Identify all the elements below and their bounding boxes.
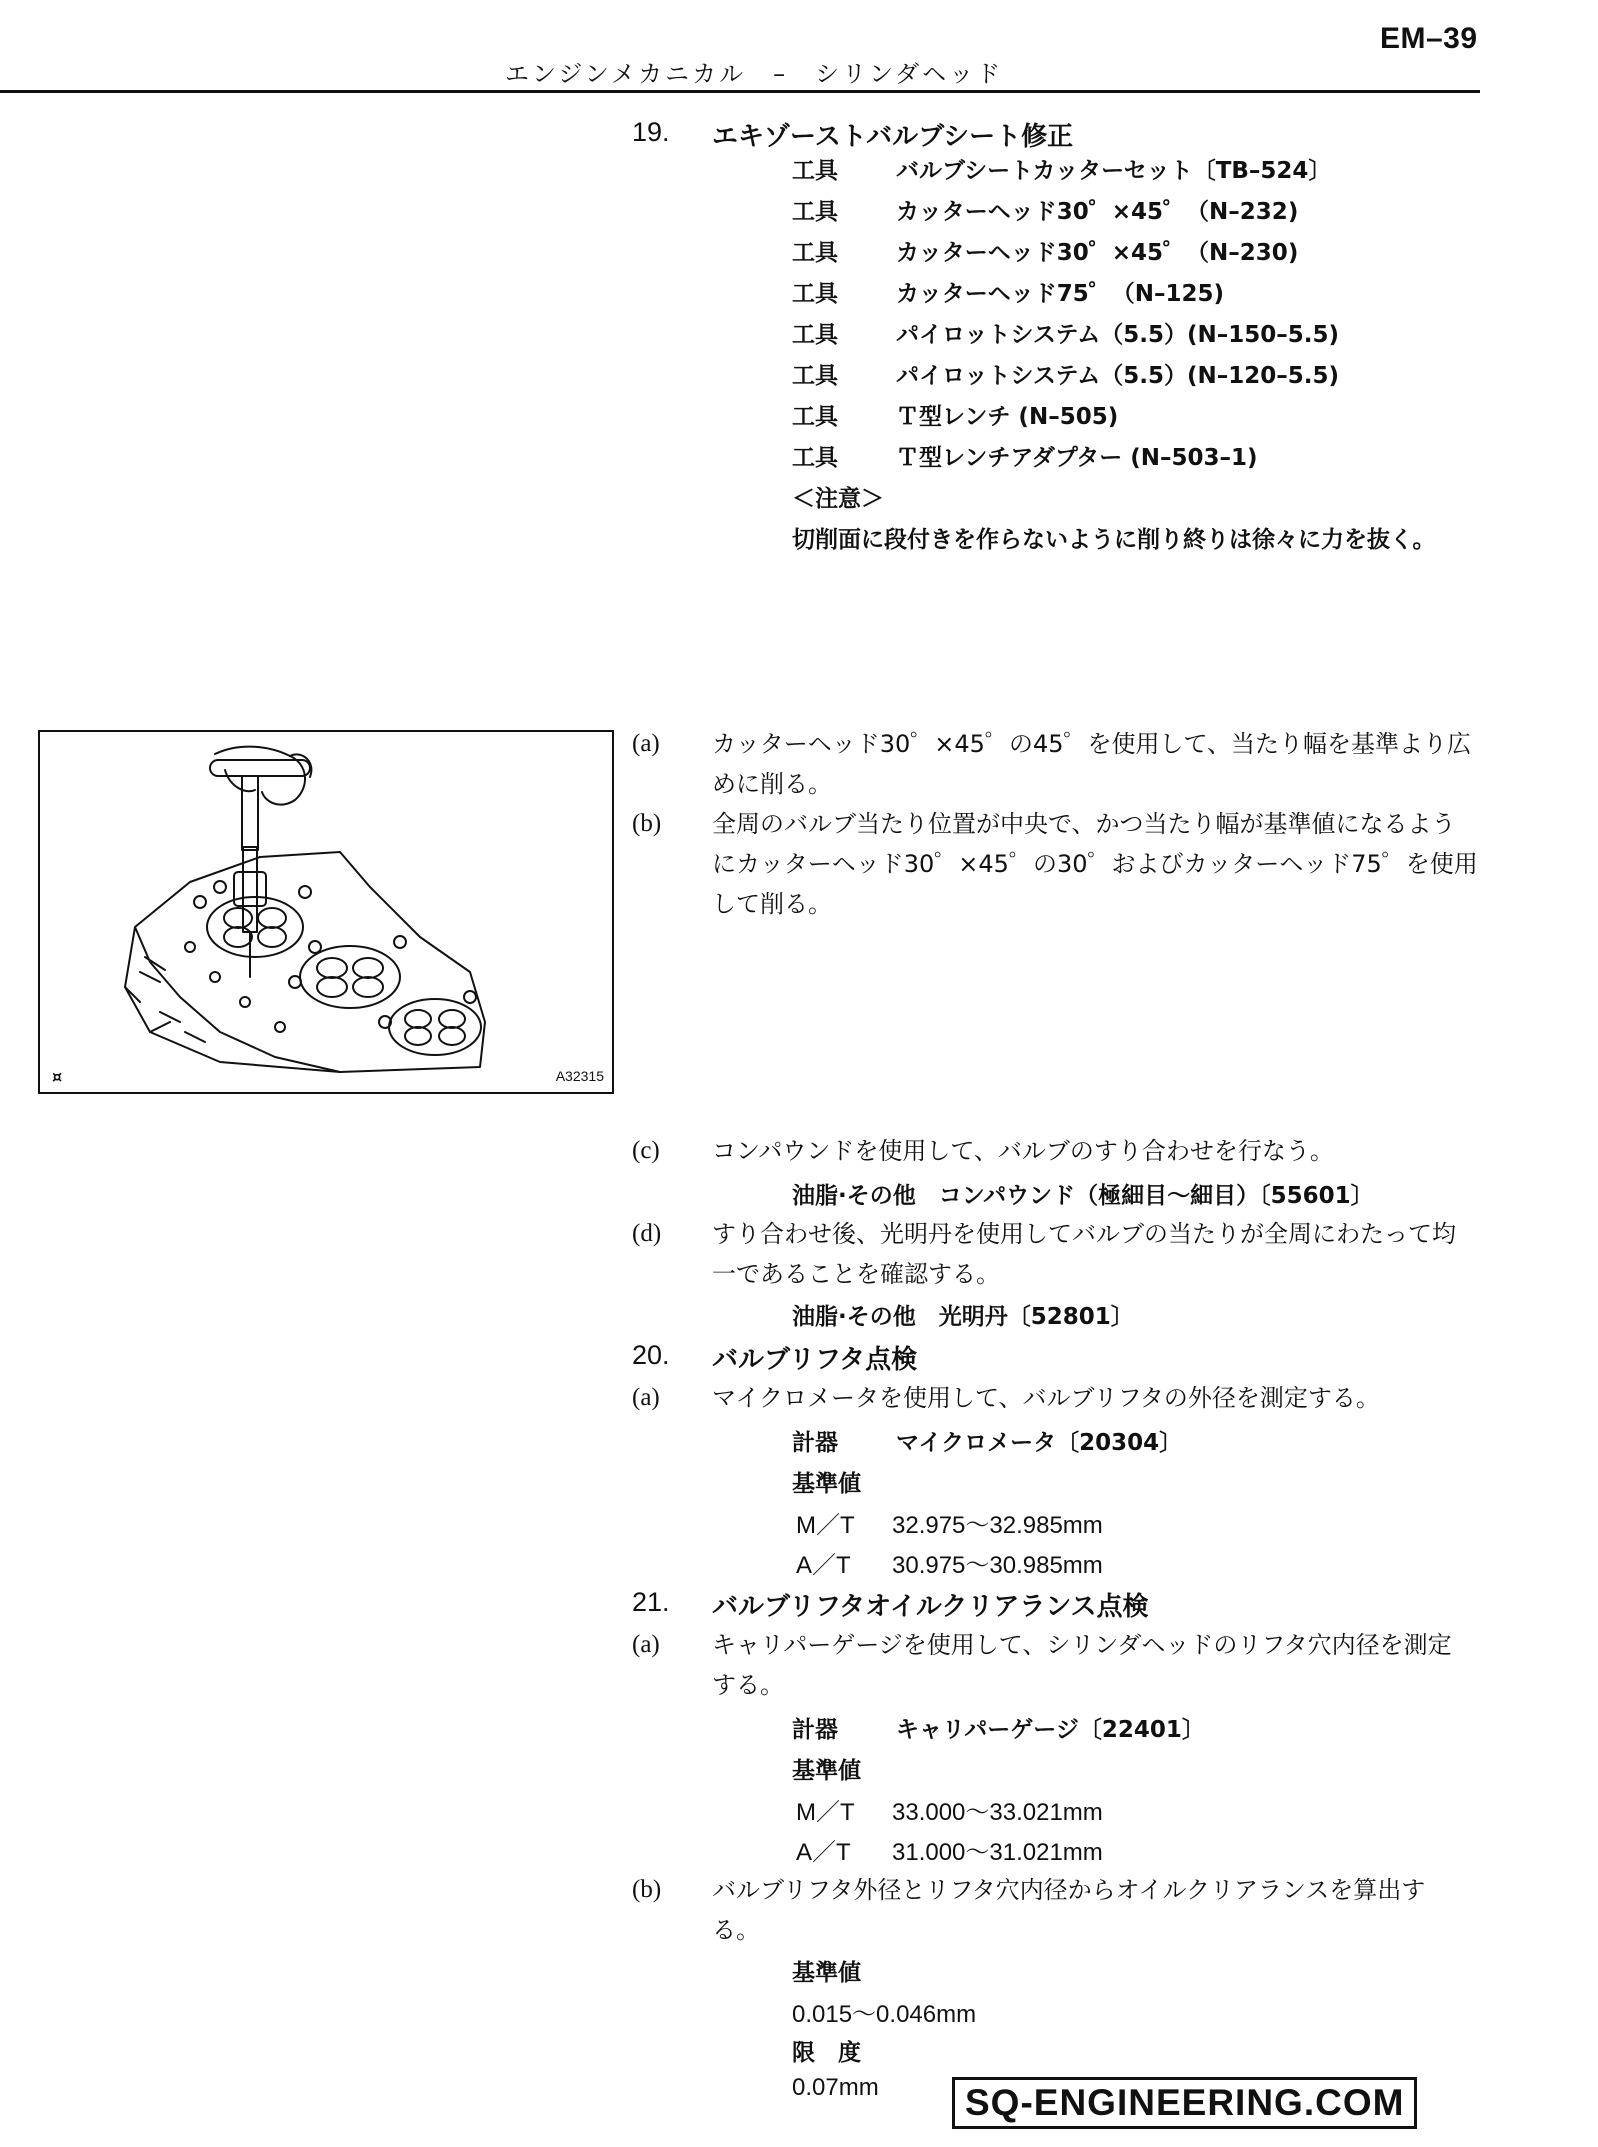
sec20-mt-spec: M／T 32.975〜32.985mm — [796, 1512, 1103, 1539]
step-a-text: カッターヘッド30゜×45゜の45゜を使用して、当たり幅を基準より広 めに削る。 — [712, 730, 1472, 798]
tool-list — [792, 152, 1436, 562]
section-21-title: バルブリフタオイルクリアランス点検 — [712, 1592, 1149, 1622]
step-c-label: (c) — [632, 1137, 660, 1164]
sec20-standard-label: 基準値 — [792, 1471, 861, 1497]
sec21-limit-value: 0.07mm — [792, 2074, 879, 2101]
sec21-standard-label: 基準値 — [792, 1758, 861, 1784]
sec21-standard2-label: 基準値 — [792, 1960, 861, 1986]
step-a-label: (a) — [632, 730, 660, 757]
section-19-title: エキゾーストバルブシート修正 — [712, 122, 1074, 152]
tool-row: 工具 カッターヘッド30゜×45゜（N–232) — [792, 199, 1299, 225]
tool-row: 工具 Ｔ型レンチアダプター (N–503–1) — [792, 445, 1258, 471]
sec21-mt-spec: M／T 33.000〜33.021mm — [796, 1799, 1103, 1826]
step-d-label: (d) — [632, 1220, 662, 1247]
sec21-at-spec: A／T 31.000〜31.021mm — [796, 1839, 1103, 1866]
sec21-step-b-text: バルブリフタ外径とリフタ穴内径からオイルクリアランスを算出す る。 — [712, 1876, 1426, 1944]
sec21-step-b-label: (b) — [632, 1876, 662, 1903]
site-watermark: SQ-ENGINEERING.COM — [952, 2077, 1417, 2129]
tool-row: 工具 パイロットシステム（5.5）(N–120–5.5) — [792, 363, 1340, 389]
cylinder-head-illustration — [38, 730, 614, 1094]
step-b-label: (b) — [632, 810, 662, 837]
sec21-instrument: 計器 キャリパーゲージ〔22401〕 — [792, 1717, 1205, 1743]
section-21-number: 21. — [632, 1587, 670, 1617]
step-c-text: コンパウンドを使用して、バルブのすり合わせを行なう。 — [712, 1137, 1334, 1165]
sec20-instrument: 計器 マイクロメータ〔20304〕 — [792, 1430, 1183, 1456]
step-d-oil: 油脂·その他 光明丹〔52801〕 — [792, 1304, 1134, 1330]
figure-code: A32315 — [555, 1068, 604, 1084]
section-19-number: 19. — [632, 117, 670, 147]
header-rule — [0, 90, 1480, 93]
tool-row: 工具 バルブシートカッターセット〔TB–524〕 — [792, 158, 1332, 184]
publisher-mark: ¤ — [52, 1067, 63, 1086]
sec20-step-a-text: マイクロメータを使用して、バルブリフタの外径を測定する。 — [712, 1384, 1380, 1412]
sec21-step-a-label: (a) — [632, 1631, 660, 1658]
page-header-title: エンジンメカニカル – シリンダヘッド — [505, 60, 1004, 88]
tool-row: 工具 Ｔ型レンチ (N–505) — [792, 404, 1119, 430]
caution-label: ＜注意＞ — [792, 486, 884, 512]
valve-seat-cutter-drawing — [40, 732, 611, 1091]
sec20-step-a-label: (a) — [632, 1384, 660, 1411]
section-20-title: バルブリフタ点検 — [712, 1345, 918, 1375]
sec21-step-a-text: キャリパーゲージを使用して、シリンダヘッドのリフタ穴内径を測定 する。 — [712, 1631, 1452, 1699]
section-20-number: 20. — [632, 1340, 670, 1370]
page-number: EM–39 — [1380, 22, 1478, 55]
step-b-text: 全周のバルブ当たり位置が中央で、かつ当たり幅が基準値になるよう にカッターヘッド30゜×45゜の30゜およびカッターヘッド75゜を使用 して削る。 — [712, 810, 1478, 918]
step-d-text: すり合わせ後、光明丹を使用してバルブの当たりが全周にわたって均 一であることを確認する。 — [712, 1220, 1456, 1288]
tool-row: 工具 パイロットシステム（5.5）(N–150–5.5) — [792, 322, 1340, 348]
tool-row: 工具 カッターヘッド75゜（N–125) — [792, 281, 1225, 307]
step-c-oil: 油脂·その他 コンパウンド（極細目〜細目）〔55601〕 — [792, 1183, 1374, 1209]
tool-row: 工具 カッターヘッド30゜×45゜（N–230) — [792, 240, 1299, 266]
sec20-at-spec: A／T 30.975〜30.985mm — [796, 1552, 1103, 1579]
sec21-limit-label: 限 度 — [792, 2040, 861, 2066]
caution-text: 切削面に段付きを作らないように削り終りは徐々に力を抜く。 — [792, 527, 1436, 553]
sec21-standard2-value: 0.015〜0.046mm — [792, 2001, 977, 2028]
